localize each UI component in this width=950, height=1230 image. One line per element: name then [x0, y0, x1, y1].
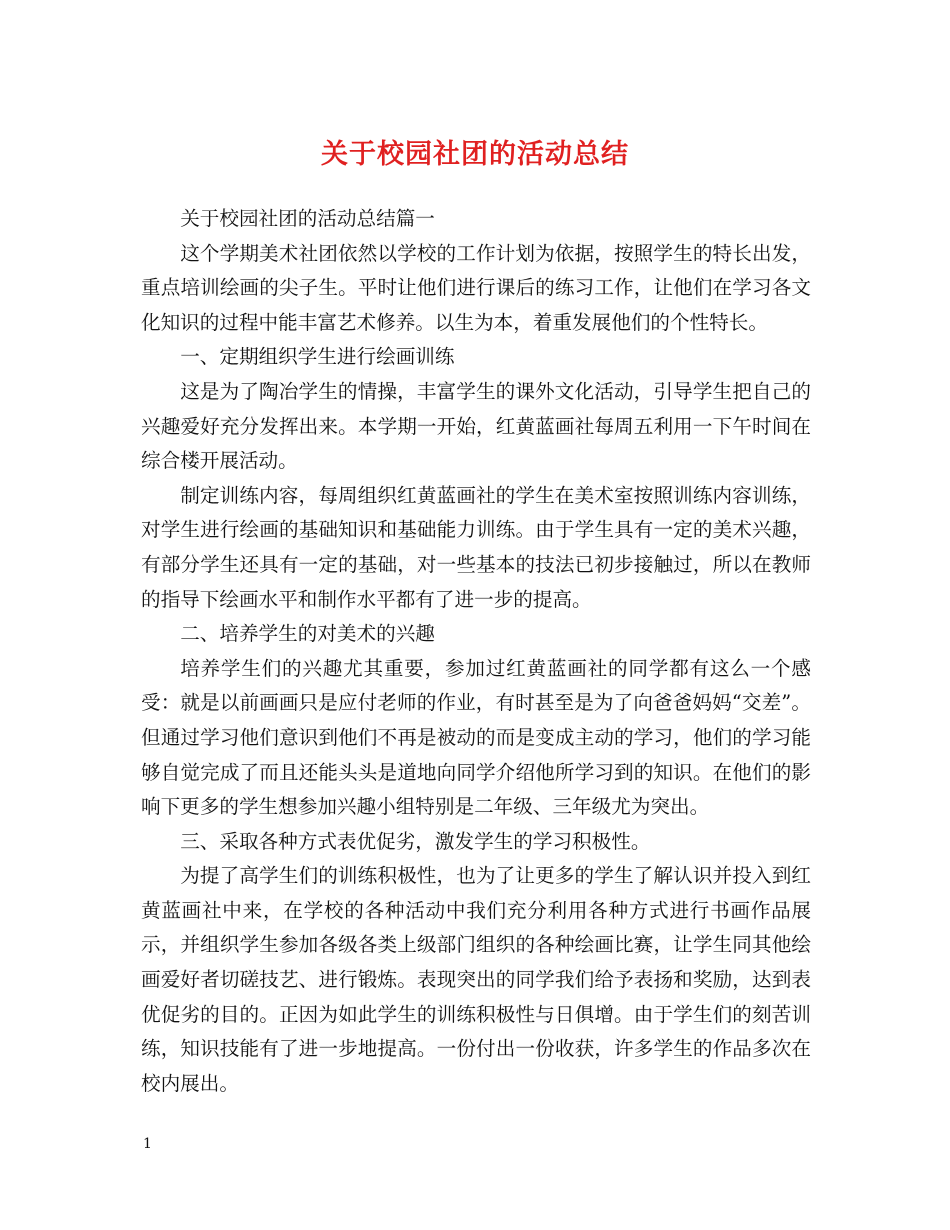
body-paragraph: 培养学生们的兴趣尤其重要，参加过红黄蓝画社的同学都有这么一个感受：就是以前画画只是应付老师的作业，有时甚至是为了向爸爸妈妈“交差”。但通过学习他们意识到他们不再是被动的而是变成主动的学习，他们的学习能够自觉完成了而且还能头头是道地向同学介绍他所学习到的知识。在他们的影响下更多的学生想参加兴趣小组特别是二年级、三年级尤为突出。 — [141, 656, 811, 819]
section-heading: 三、采取各种方式表优促劣，激发学生的学习积极性。 — [180, 829, 651, 853]
body-paragraph: 制定训练内容，每周组织红黄蓝画社的学生在美术室按照训练内容训练，对学生进行绘画的基础知识和基础能力训练。由于学生具有一定的美术兴趣，有部分学生还具有一定的基础，对一些基本的技法已初步接触过，所以在教师的指导下绘画水平和制作水平都有了进一步的提高。 — [141, 483, 811, 611]
page-number: 1 — [143, 1136, 152, 1152]
body-paragraph: 这个学期美术社团依然以学校的工作计划为依据，按照学生的特长出发，重点培训绘画的尖子生。平时让他们进行课后的练习工作，让他们在学习各文化知识的过程中能丰富艺术修养。以生为本，着重发展他们的个性特长。 — [141, 241, 811, 334]
section-heading: 二、培养学生的对美术的兴趣 — [180, 622, 435, 646]
section-subtitle: 关于校园社团的活动总结篇一 — [180, 207, 435, 230]
document-body — [141, 202, 811, 1101]
section-heading: 一、定期组织学生进行绘画训练 — [180, 345, 455, 369]
body-paragraph: 这是为了陶冶学生的情操，丰富学生的课外文化活动，引导学生把自己的兴趣爱好充分发挥出来。本学期一开始，红黄蓝画社每周五利用一下午时间在综合楼开展活动。 — [141, 379, 811, 473]
body-paragraph: 为提了高学生们的训练积极性，也为了让更多的学生了解认识并投入到红黄蓝画社中来，在学校的各种活动中我们充分利用各种方式进行书画作品展示，并组织学生参加各级各类上级部门组织的各种绘画比赛，让学生同其他绘画爱好者切磋技艺、进行锻炼。表现突出的同学我们给予表扬和奖励，达到表优促劣的目的。正因为如此学生的训练积极性与日俱增。由于学生们的刻苦训练，知识技能有了进一步地提高。一份付出一份收获，许多学生的作品多次在校内展出。 — [141, 864, 811, 1095]
document-title: 关于校园社团的活动总结 — [321, 139, 629, 170]
